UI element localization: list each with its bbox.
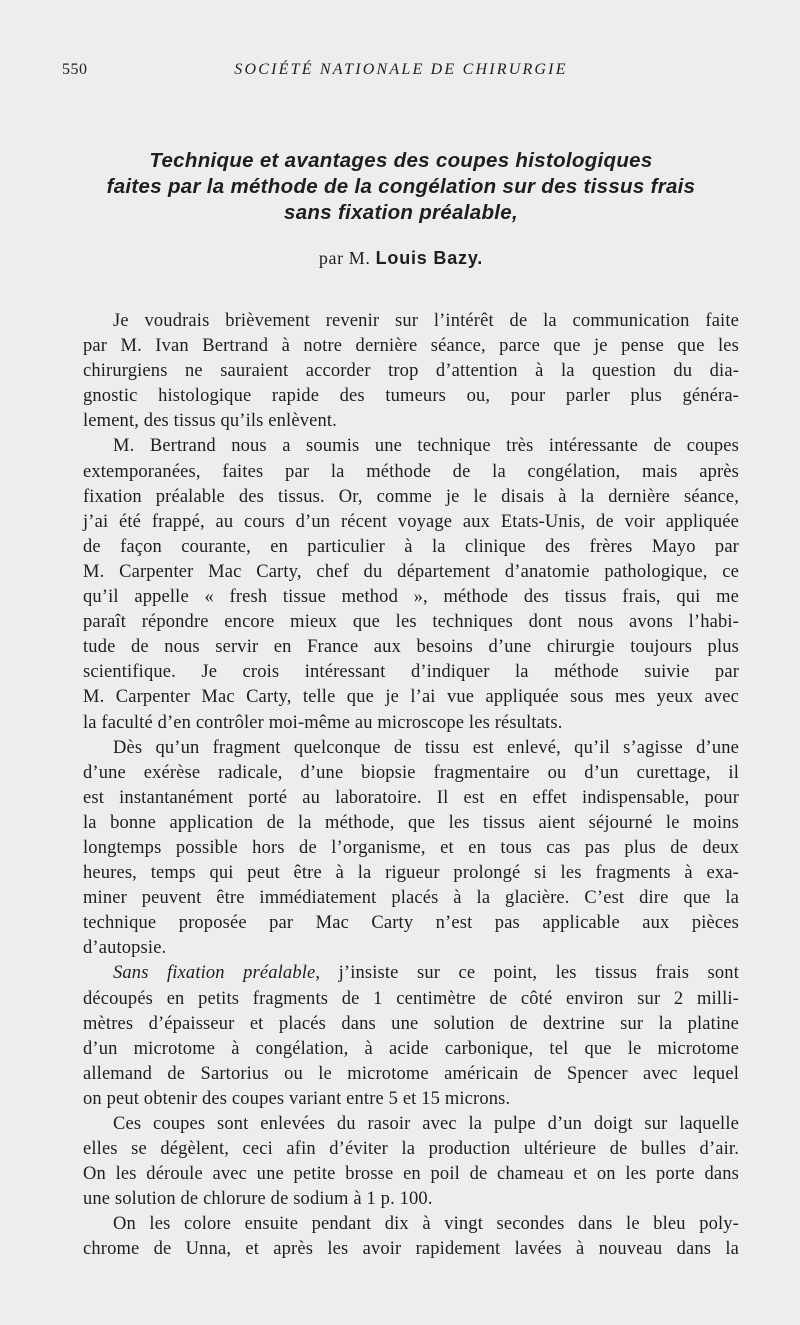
- paragraph: [83, 1212, 739, 1262]
- text-line: scientifique. Je crois intéressant d’indiquer la méthode suivie par: [83, 662, 739, 683]
- text-line: paraît répondre encore mieux que les techniques dont nous avons l’habi-: [83, 612, 739, 633]
- text-line: M. Carpenter Mac Carty, chef du département d’anatomie pathologique, ce: [83, 561, 739, 582]
- text-line: allemand de Sartorius ou le microtome américain de Spencer avec lequel: [83, 1063, 739, 1084]
- text-line: [83, 961, 739, 986]
- text-line: gnostic histologique rapide des tumeurs ou, pour parler plus généra-: [83, 386, 739, 407]
- text-line: M. Carpenter Mac Carty, telle que je l’ai vue appliquée sous mes yeux avec: [83, 687, 739, 708]
- text-segment: j’insiste sur ce point, les tissus frais sont: [320, 963, 739, 984]
- text-line: la faculté d’en contrôler moi-même au microscope les résultats.: [83, 712, 563, 733]
- text-line: d’une exérèse radicale, d’une biopsie fragmentaire ou d’un curettage, il: [83, 762, 739, 783]
- text-line: miner peuvent être immédiatement placés à la glacière. C’est dire que la: [83, 888, 739, 909]
- text-line: fixation préalable des tissus. Or, comme je le disais à la dernière séance,: [83, 486, 739, 507]
- text-line: est instantanément porté au laboratoire. Il est en effet indispensable, pour: [83, 787, 739, 808]
- text-line: Je voudrais brièvement revenir sur l’intérêt de la communication faite: [113, 311, 739, 331]
- text-line: heures, temps qui peut être à la rigueur prolongé si les fragments à exa-: [83, 863, 739, 884]
- text-line: découpés en petits fragments de 1 centimètre de côté environ sur 2 milli-: [83, 988, 739, 1009]
- running-header: [62, 61, 740, 83]
- text-line: Ces coupes sont enlevées du rasoir avec la pulpe d’un doigt sur laquelle: [113, 1114, 739, 1134]
- journal-name: SOCIÉTÉ NATIONALE DE CHIRURGIE: [234, 61, 568, 78]
- text-line: la bonne application de la méthode, que les tissus aient séjourné le moins: [83, 812, 739, 833]
- italic-phrase: Sans fixation préalable,: [113, 963, 321, 984]
- title-line: sans fixation préalable,: [284, 201, 518, 224]
- text-line: lement, des tissus qu’ils enlèvent.: [83, 411, 337, 432]
- text-line: elles se dégèlent, ceci afin d’éviter la production ultérieure de bulles d’air.: [83, 1139, 739, 1160]
- byline-prefix: par M.: [318, 248, 371, 268]
- paragraph: [83, 434, 739, 735]
- text-line: qu’il appelle « fresh tissue method », méthode des tissus frais, qui me: [83, 587, 739, 608]
- title-line: Technique et avantages des coupes histologiques: [149, 149, 653, 172]
- text-line: extemporanées, faites par la méthode de la congélation, mais après: [83, 461, 739, 482]
- text-line: d’autopsie.: [83, 938, 167, 959]
- paragraph: [83, 736, 739, 962]
- text-line: Dès qu’un fragment quelconque de tissu est enlevé, qu’il s’agisse d’une: [113, 737, 739, 758]
- title-line: faites par la méthode de la congélation sur des tissus frais: [106, 175, 696, 198]
- text-line: M. Bertrand nous a soumis une technique très intéressante de coupes: [113, 436, 739, 457]
- paragraph: [83, 1112, 739, 1212]
- byline: [62, 248, 740, 269]
- text-line: on peut obtenir des coupes variant entre 5 et 15 microns.: [83, 1088, 511, 1109]
- text-line: mètres d’épaisseur et placés dans une solution de dextrine sur la platine: [83, 1013, 739, 1034]
- text-line: chirurgiens ne sauraient accorder trop d’attention à la question du dia-: [83, 361, 739, 382]
- text-line: longtemps possible hors de l’organisme, et en tous cas pas plus de deux: [83, 837, 739, 858]
- text-line: une solution de chlorure de sodium à 1 p. 100.: [83, 1189, 433, 1210]
- text-line: de façon courante, en particulier à la clinique des frères Mayo par: [83, 536, 739, 557]
- article-body: [83, 309, 739, 1263]
- page-number: 550: [62, 61, 88, 78]
- text-line: On les colore ensuite pendant dix à vingt secondes dans le bleu poly-: [113, 1214, 739, 1235]
- text-line: d’un microtome à congélation, à acide carbonique, tel que le microtome: [83, 1038, 739, 1059]
- text-line: chrome de Unna, et après les avoir rapidement lavées à nouveau dans la: [83, 1239, 739, 1260]
- text-line: On les déroule avec une petite brosse en poil de chameau et on les porte dans: [83, 1164, 739, 1185]
- text-line: tude de nous servir en France aux besoins d’une chirurgie toujours plus: [83, 637, 739, 658]
- paragraph: [83, 309, 739, 434]
- text-line: j’ai été frappé, au cours d’un récent voyage aux Etats-Unis, de voir appliquée: [83, 511, 739, 532]
- article-title: [62, 148, 740, 226]
- author-name: Louis Bazy.: [375, 248, 484, 268]
- text-line: par M. Ivan Bertrand à notre dernière séance, parce que je pense que les: [83, 336, 739, 357]
- text-line: technique proposée par Mac Carty n’est pas applicable aux pièces: [83, 913, 739, 934]
- paragraph: [83, 961, 739, 1112]
